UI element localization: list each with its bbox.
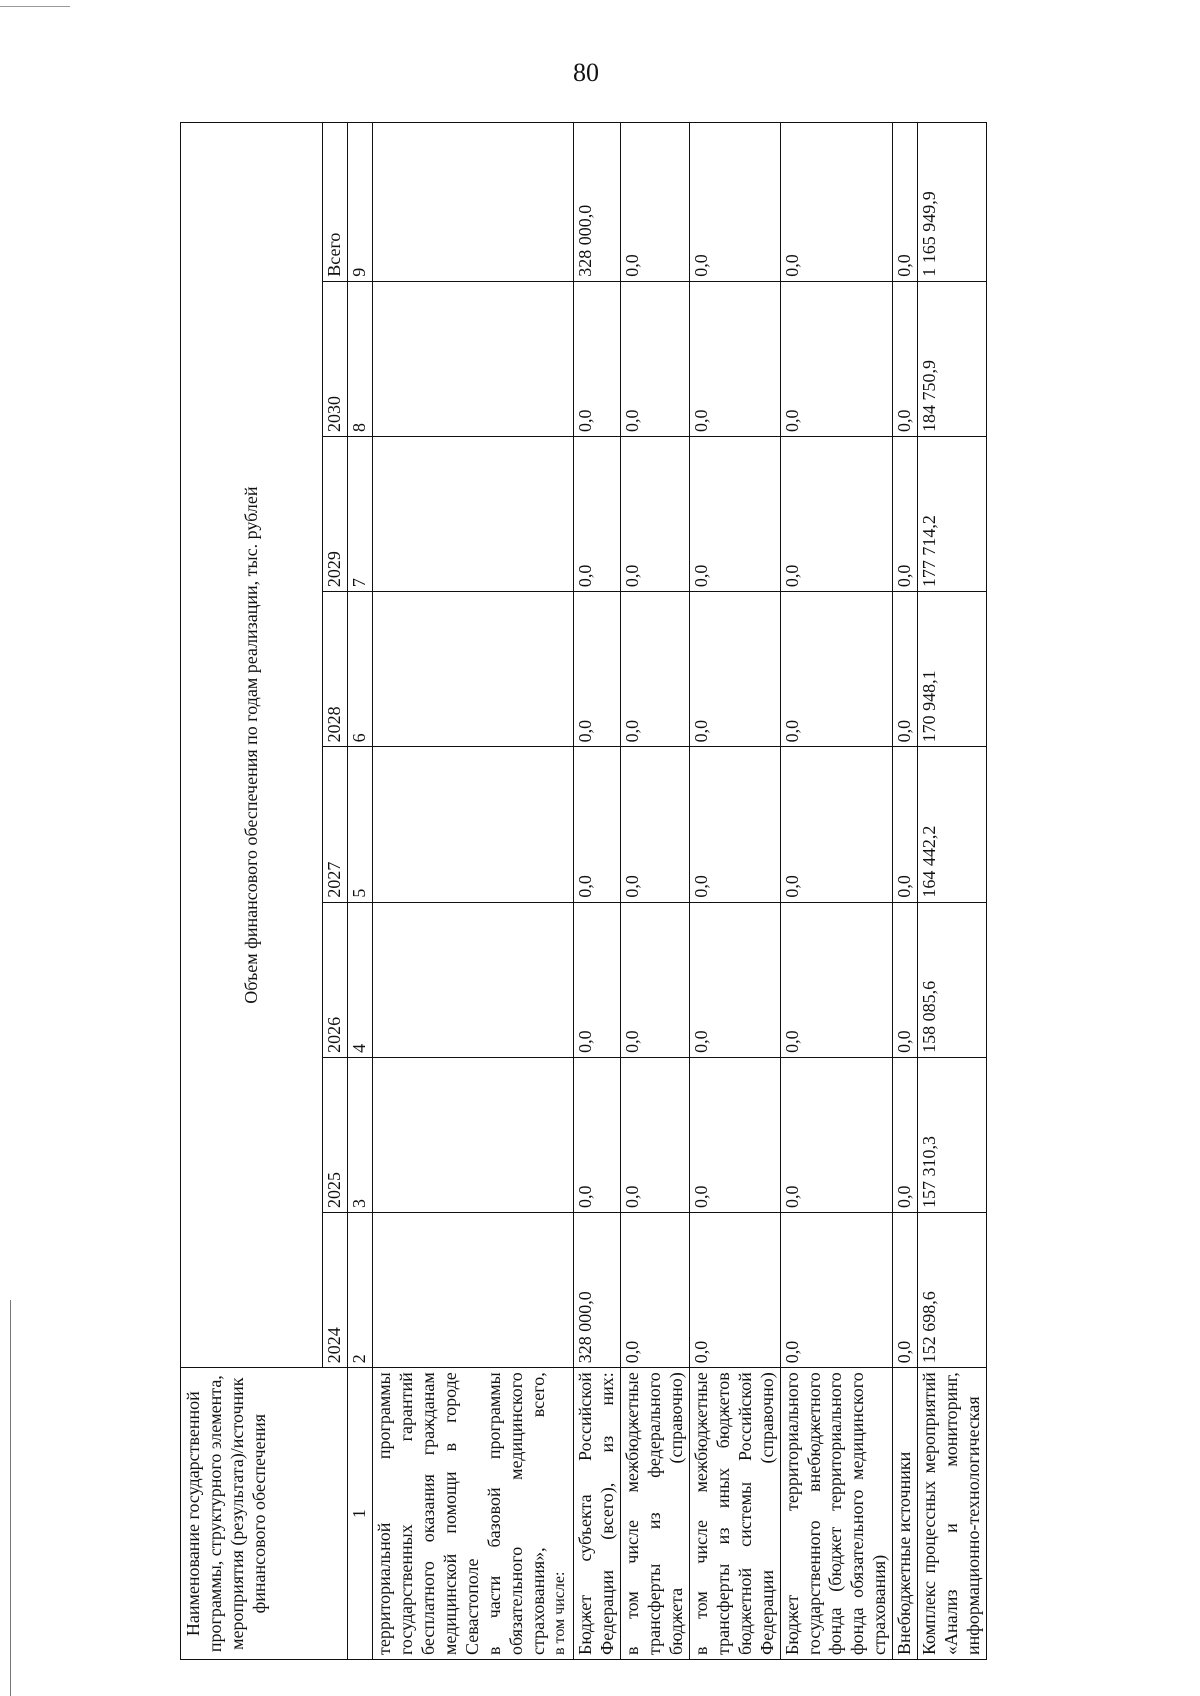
- value-cell: [373, 1213, 574, 1368]
- column-number: 4: [348, 902, 373, 1057]
- value-cell: 0,0: [689, 592, 780, 747]
- row-label-part: в том числе:: [550, 1571, 568, 1655]
- value-cell: 0,0: [574, 281, 621, 436]
- value-cell: 0,0: [574, 1057, 621, 1212]
- header-year: 2030: [323, 281, 348, 436]
- header-row-title: [181, 123, 323, 1660]
- value-cell: 0,0: [620, 902, 689, 1057]
- value-cell: 0,0: [620, 1057, 689, 1212]
- value-cell: 0,0: [574, 747, 621, 902]
- value-cell: 0,0: [780, 1213, 893, 1368]
- value-cell: 0,0: [893, 281, 918, 436]
- row-label-part: территориальной программы государственных гарантий бесплатного оказания гражданам медицинской помощи в городе Севастополе: [374, 1372, 482, 1655]
- value-cell: [373, 436, 574, 591]
- value-cell: 0,0: [689, 747, 780, 902]
- row-label: в том числе межбюджетные трансферты из иных бюджетов бюджетной системы Российской Федерации (справочно): [689, 1368, 780, 1660]
- scan-edge-line: [10, 1300, 11, 1696]
- header-year: 2029: [323, 436, 348, 591]
- value-cell: 170 948,1: [918, 592, 987, 747]
- value-cell: 0,0: [780, 123, 893, 282]
- value-cell: 0,0: [689, 1057, 780, 1212]
- table-row: [780, 123, 893, 1660]
- value-cell: 0,0: [893, 436, 918, 591]
- value-cell: 0,0: [689, 902, 780, 1057]
- scan-edge-mark: [0, 6, 70, 7]
- row-label: в том числе межбюджетные трансферты из федерального бюджета (справочно): [620, 1368, 689, 1660]
- value-cell: 0,0: [689, 1213, 780, 1368]
- value-cell: 158 085,6: [918, 902, 987, 1057]
- value-cell: 0,0: [620, 123, 689, 282]
- table-row: [373, 123, 574, 1660]
- value-cell: 157 310,3: [918, 1057, 987, 1212]
- table-viewport: [180, 122, 1200, 1660]
- value-cell: 0,0: [893, 1213, 918, 1368]
- value-cell: 0,0: [574, 902, 621, 1057]
- value-cell: 0,0: [574, 592, 621, 747]
- value-cell: [373, 592, 574, 747]
- value-cell: 1 165 949,9: [918, 123, 987, 282]
- value-cell: 328 000,0: [574, 123, 621, 282]
- value-cell: 0,0: [689, 281, 780, 436]
- value-cell: 0,0: [689, 436, 780, 591]
- value-cell: 0,0: [780, 281, 893, 436]
- value-cell: 328 000,0: [574, 1213, 621, 1368]
- header-name-cell: Наименование государственной программы, структурного элемента, мероприятия (результата)/источник финансового обеспечения: [181, 1368, 348, 1660]
- value-cell: 0,0: [780, 747, 893, 902]
- rotated-table-container: [180, 122, 1200, 1660]
- value-cell: 0,0: [780, 436, 893, 591]
- header-year: 2024: [323, 1213, 348, 1368]
- value-cell: 0,0: [893, 902, 918, 1057]
- header-year: 2025: [323, 1057, 348, 1212]
- value-cell: 0,0: [893, 1057, 918, 1212]
- value-cell: 0,0: [620, 436, 689, 591]
- value-cell: [373, 123, 574, 282]
- value-cell: [373, 747, 574, 902]
- value-cell: 184 750,9: [918, 281, 987, 436]
- value-cell: [373, 1057, 574, 1212]
- value-cell: 0,0: [574, 436, 621, 591]
- header-year: 2026: [323, 902, 348, 1057]
- column-number: 6: [348, 592, 373, 747]
- page-number: 80: [573, 58, 599, 87]
- column-number: 2: [348, 1213, 373, 1368]
- value-cell: 0,0: [620, 747, 689, 902]
- header-row-numbers: [348, 123, 373, 1660]
- column-number: 3: [348, 1057, 373, 1212]
- value-cell: 0,0: [689, 123, 780, 282]
- value-cell: [373, 902, 574, 1057]
- header-volume-title: Объем финансового обеспечения по годам реализации, тыс. рублей: [181, 123, 323, 1368]
- column-number: 8: [348, 281, 373, 436]
- value-cell: 0,0: [620, 281, 689, 436]
- column-number: 1: [348, 1368, 373, 1660]
- value-cell: 0,0: [893, 123, 918, 282]
- row-label: Комплекс процессных мероприятий «Анализ и мониторинг, информационно-технологическая: [918, 1368, 987, 1660]
- table-row: [689, 123, 780, 1660]
- value-cell: 0,0: [620, 1213, 689, 1368]
- value-cell: 152 698,6: [918, 1213, 987, 1368]
- row-label: Бюджет территориального государственного внебюджетного фонда (бюджет территориального фонда обязательного медицинского страхования): [780, 1368, 893, 1660]
- column-number: 5: [348, 747, 373, 902]
- row-label: Внебюджетные источники: [893, 1368, 918, 1660]
- value-cell: 0,0: [780, 1057, 893, 1212]
- table-row: [893, 123, 918, 1660]
- table-row: [574, 123, 621, 1660]
- row-label: [373, 1368, 574, 1660]
- header-year: 2028: [323, 592, 348, 747]
- value-cell: [373, 281, 574, 436]
- header-year: 2027: [323, 747, 348, 902]
- value-cell: 0,0: [620, 592, 689, 747]
- row-label: Бюджет субъекта Российской Федерации (всего), из них:: [574, 1368, 621, 1660]
- row-label-part: в части базовой программы обязательного медицинского страхования», всего,: [483, 1372, 548, 1655]
- column-number: 7: [348, 436, 373, 591]
- table-row: [918, 123, 987, 1660]
- value-cell: 0,0: [893, 592, 918, 747]
- value-cell: 0,0: [893, 747, 918, 902]
- table-row: [620, 123, 689, 1660]
- column-number: 9: [348, 123, 373, 282]
- financing-table: [180, 122, 987, 1660]
- value-cell: 0,0: [780, 902, 893, 1057]
- value-cell: 0,0: [780, 592, 893, 747]
- value-cell: 164 442,2: [918, 747, 987, 902]
- header-year-total: Всего: [323, 123, 348, 282]
- value-cell: 177 714,2: [918, 436, 987, 591]
